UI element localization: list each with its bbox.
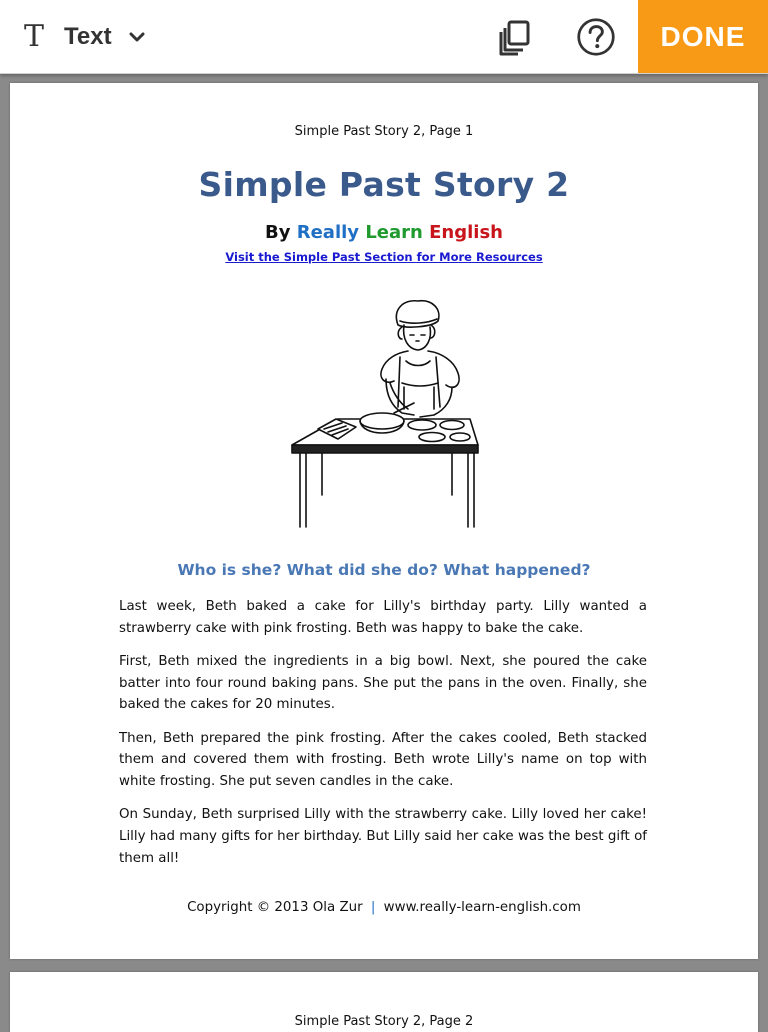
document-page-1 bbox=[10, 83, 758, 959]
byline-really: Really bbox=[296, 222, 360, 243]
byline bbox=[10, 222, 758, 243]
story-paragraph: Last week, Beth baked a cake for Lilly's birthday party. Lilly wanted a strawberry cake with pink frosting. Beth was happy to bake the cake. bbox=[119, 599, 647, 636]
woman-baking-illustration bbox=[282, 295, 482, 530]
help-icon[interactable] bbox=[576, 17, 616, 57]
page-header: Simple Past Story 2, Page 1 bbox=[294, 124, 474, 139]
toolbar bbox=[0, 0, 768, 74]
page-header: Simple Past Story 2, Page 2 bbox=[294, 1014, 474, 1029]
story-title: Simple Past Story 2 bbox=[198, 165, 570, 204]
story-paragraph: On Sunday, Beth surprised Lilly with the strawberry cake. Lilly loved her cake! Lilly had many gifts for her birthday. But Lilly said her cake was the best gift of them all! bbox=[119, 807, 647, 866]
copy-pages-icon[interactable] bbox=[496, 17, 536, 57]
document-page-2 bbox=[10, 972, 758, 1032]
byline-english: English bbox=[429, 222, 503, 243]
page-footer bbox=[10, 900, 758, 915]
done-button[interactable]: DONE bbox=[638, 0, 768, 73]
chevron-down-icon bbox=[128, 31, 146, 43]
text-icon: T bbox=[23, 19, 44, 54]
website-text: www.really-learn-english.com bbox=[383, 900, 581, 915]
footer-separator: | bbox=[370, 900, 376, 915]
text-mode-dropdown[interactable] bbox=[18, 14, 146, 60]
byline-learn: Learn bbox=[365, 222, 423, 243]
story-body bbox=[119, 596, 647, 881]
story-paragraph: First, Beth mixed the ingredients in a big bowl. Next, she poured the cake batter into four round baking pans. She put the pans in the oven. Finally, she baked the cakes for 20 minutes. bbox=[119, 653, 647, 713]
resources-link[interactable]: Visit the Simple Past Section for More Resources bbox=[225, 250, 543, 264]
byline-by: By bbox=[265, 222, 291, 243]
mode-label: Text bbox=[64, 23, 112, 50]
copyright-text: Copyright © 2013 Ola Zur bbox=[187, 900, 363, 915]
story-paragraph: Then, Beth prepared the pink frosting. After the cakes cooled, Beth stacked them and covered them with frosting. Beth wrote Lilly's name on top with white frosting. She put seven candles in the cake. bbox=[119, 730, 647, 789]
story-subheading: Who is she? What did she do? What happened? bbox=[177, 561, 591, 579]
